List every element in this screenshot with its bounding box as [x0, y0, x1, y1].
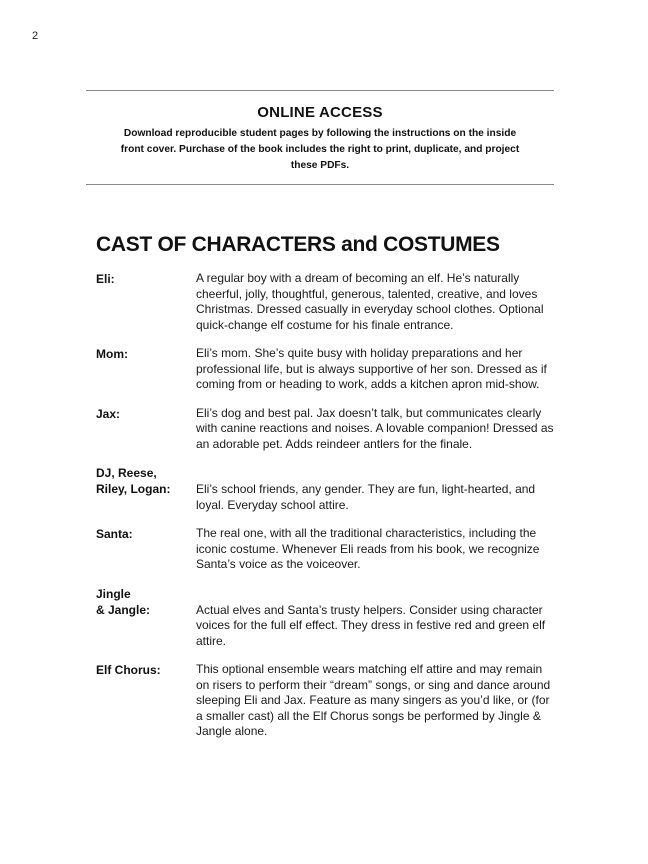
cast-description: Actual elves and Santa’s trusty helpers. Consider using character voices for the full elf effect. They dress in festive red and green elf attire. — [196, 602, 546, 648]
cast-description: A regular boy with a dream of becoming an elf. He’s naturally cheerful, jolly, thoughtful, generous, talented, creative, and loves Christmas. Dressed casually in everyday school clothes. Optional quick-change elf costume for his finale entrance. — [196, 271, 544, 332]
cast-name: DJ, Reese, Riley, Logan: — [96, 466, 171, 496]
cast-list — [96, 271, 556, 753]
section-title: CAST OF CHARACTERS and COSTUMES — [96, 233, 500, 256]
cast-name: Jingle & Jangle: — [96, 586, 151, 617]
cast-entry-jingle-jangle — [96, 586, 556, 650]
cast-entry-mom — [96, 346, 556, 393]
online-access-text: Download reproducible student pages by following the instructions on the inside front cover. Purchase of the book includes the right to print, duplicate, and project these PDFs. — [120, 128, 520, 171]
cast-name: Santa: — [96, 527, 133, 541]
cast-entry-santa — [96, 526, 556, 573]
cast-name: Eli: — [96, 272, 115, 286]
cast-description: The real one, with all the traditional characteristics, including the iconic costume. Whenever Eli reads from his book, we recognize Santa’s voice as the voiceover. — [196, 526, 540, 571]
online-access-box — [86, 90, 554, 185]
cast-name: Elf Chorus: — [96, 663, 161, 677]
cast-entry-eli — [96, 271, 556, 333]
cast-name: Mom: — [96, 347, 128, 361]
cast-description: Eli’s mom. She’s quite busy with holiday preparations and her professional life, but is always supportive of her son. Dressed as if coming from or heading to work, adds a kitchen apron mid-show. — [196, 346, 547, 391]
cast-entry-elf-chorus — [96, 662, 556, 740]
page-number: 2 — [32, 30, 39, 42]
cast-description: Eli’s dog and best pal. Jax doesn’t talk, but communicates clearly with canine reactions and noises. A lovable companion! Dressed as an adorable pet. Adds reindeer antlers for the finale. — [196, 405, 554, 451]
cast-name: Jax: — [96, 406, 121, 421]
cast-description: Eli’s school friends, any gender. They are fun, light-hearted, and loyal. Everyday school attire. — [196, 482, 536, 512]
cast-description: This optional ensemble wears matching elf attire and may remain on risers to perform their “dream” songs, or sing and dance around sleeping Eli and Jax. Feature as many singers as you’d like, or (for a smaller cast) all the Elf Chorus songs be performed by Jingle & Jangle alone. — [196, 662, 551, 738]
cast-entry-jax — [96, 406, 556, 453]
cast-entry-friends — [96, 465, 556, 513]
online-access-title: ONLINE ACCESS — [257, 104, 383, 121]
